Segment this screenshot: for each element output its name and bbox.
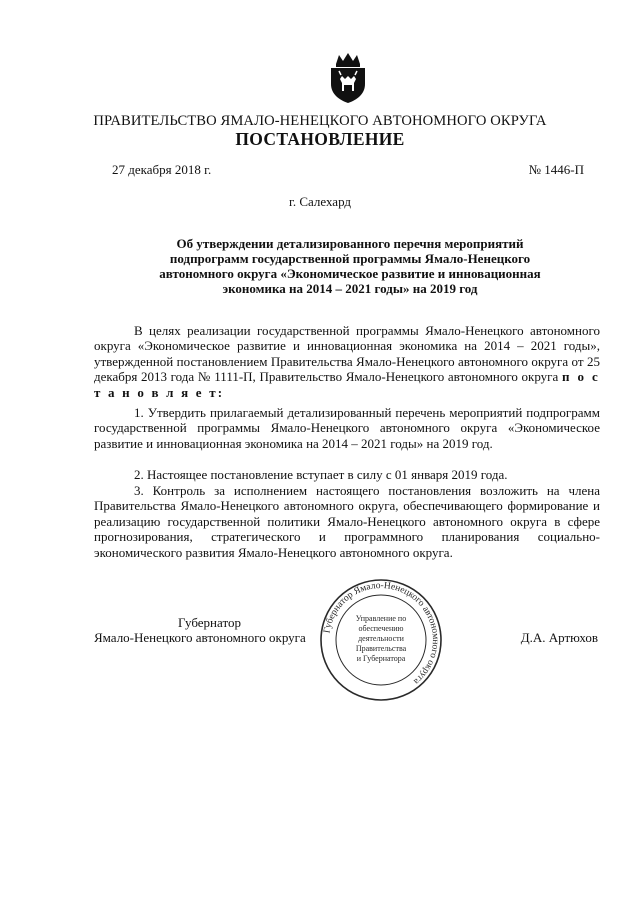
government-name: ПРАВИТЕЛЬСТВО ЯМАЛО-НЕНЕЦКОГО АВТОНОМНОГО ОКРУГА	[93, 113, 547, 129]
item-1: 1. Утвердить прилагаемый детализированный перечень мероприятий подпрограмм государственной программы Ямало-Ненецкого автономного округа «Экономическое развитие и инновационная экономика на 2014 – 2021 годы» на 2019 год.	[94, 405, 600, 451]
resolves-word: п о с т а н о в л я е т:	[94, 369, 601, 400]
document-number: № 1446-П	[528, 162, 584, 177]
preamble-paragraph	[94, 323, 600, 400]
official-stamp-seal	[318, 577, 444, 703]
item-3: 3. Контроль за исполнением настоящего постановления возложить на члена Правительства Ямало-Ненецкого автономного округа, обеспечивающего формирование и реализацию государственной политики Ямало-Ненецкого автономного округа в сфере прогнозирования, стратегического и программного планирования социально-экономического развития Ямало-Ненецкого автономного округа.	[94, 483, 600, 560]
coat-of-arms-emblem-icon	[327, 50, 369, 104]
document-subject: Об утверждении детализированного перечня мероприятий подпрограмм государственной программы Ямало-Ненецкого автономного округа «Экономическое развитие и инновационная экономика на 2014 – 2021 годы» на 2019 год	[159, 236, 541, 296]
stamp-ring-text: Губернатор Ямало-Ненецкого автономного округа	[322, 580, 441, 687]
item-2: 2. Настоящее постановление вступает в силу с 01 января 2019 года.	[134, 467, 508, 482]
document-type-title: ПОСТАНОВЛЕНИЕ	[235, 129, 405, 149]
preamble-text: В целях реализации государственной программы Ямало-Ненецкого автономного округа «Экономическое развитие и инновационная экономика на 2014 – 2021 годы», утвержденной постановлением Правительства Ямало-Ненецкого автономного округа от 25 декабря 2013 года № 1111-П, Правительство Ямало-Ненецкого автономного округа	[94, 323, 600, 385]
stamp-line-1: Управление по	[355, 614, 407, 623]
stamp-line-3: деятельности	[358, 634, 404, 643]
stamp-line-5: и Губернатора	[356, 654, 406, 663]
document-city: г. Салехард	[288, 194, 352, 209]
signature-title: Губернатор	[178, 615, 241, 630]
stamp-line-2: обеспечению	[358, 624, 404, 633]
stamp-line-4: Правительства	[355, 644, 407, 653]
document-date: 27 декабря 2018 г.	[112, 162, 212, 177]
signature-name: Д.А. Артюхов	[520, 630, 598, 645]
signature-org: Ямало-Ненецкого автономного округа	[94, 630, 306, 645]
